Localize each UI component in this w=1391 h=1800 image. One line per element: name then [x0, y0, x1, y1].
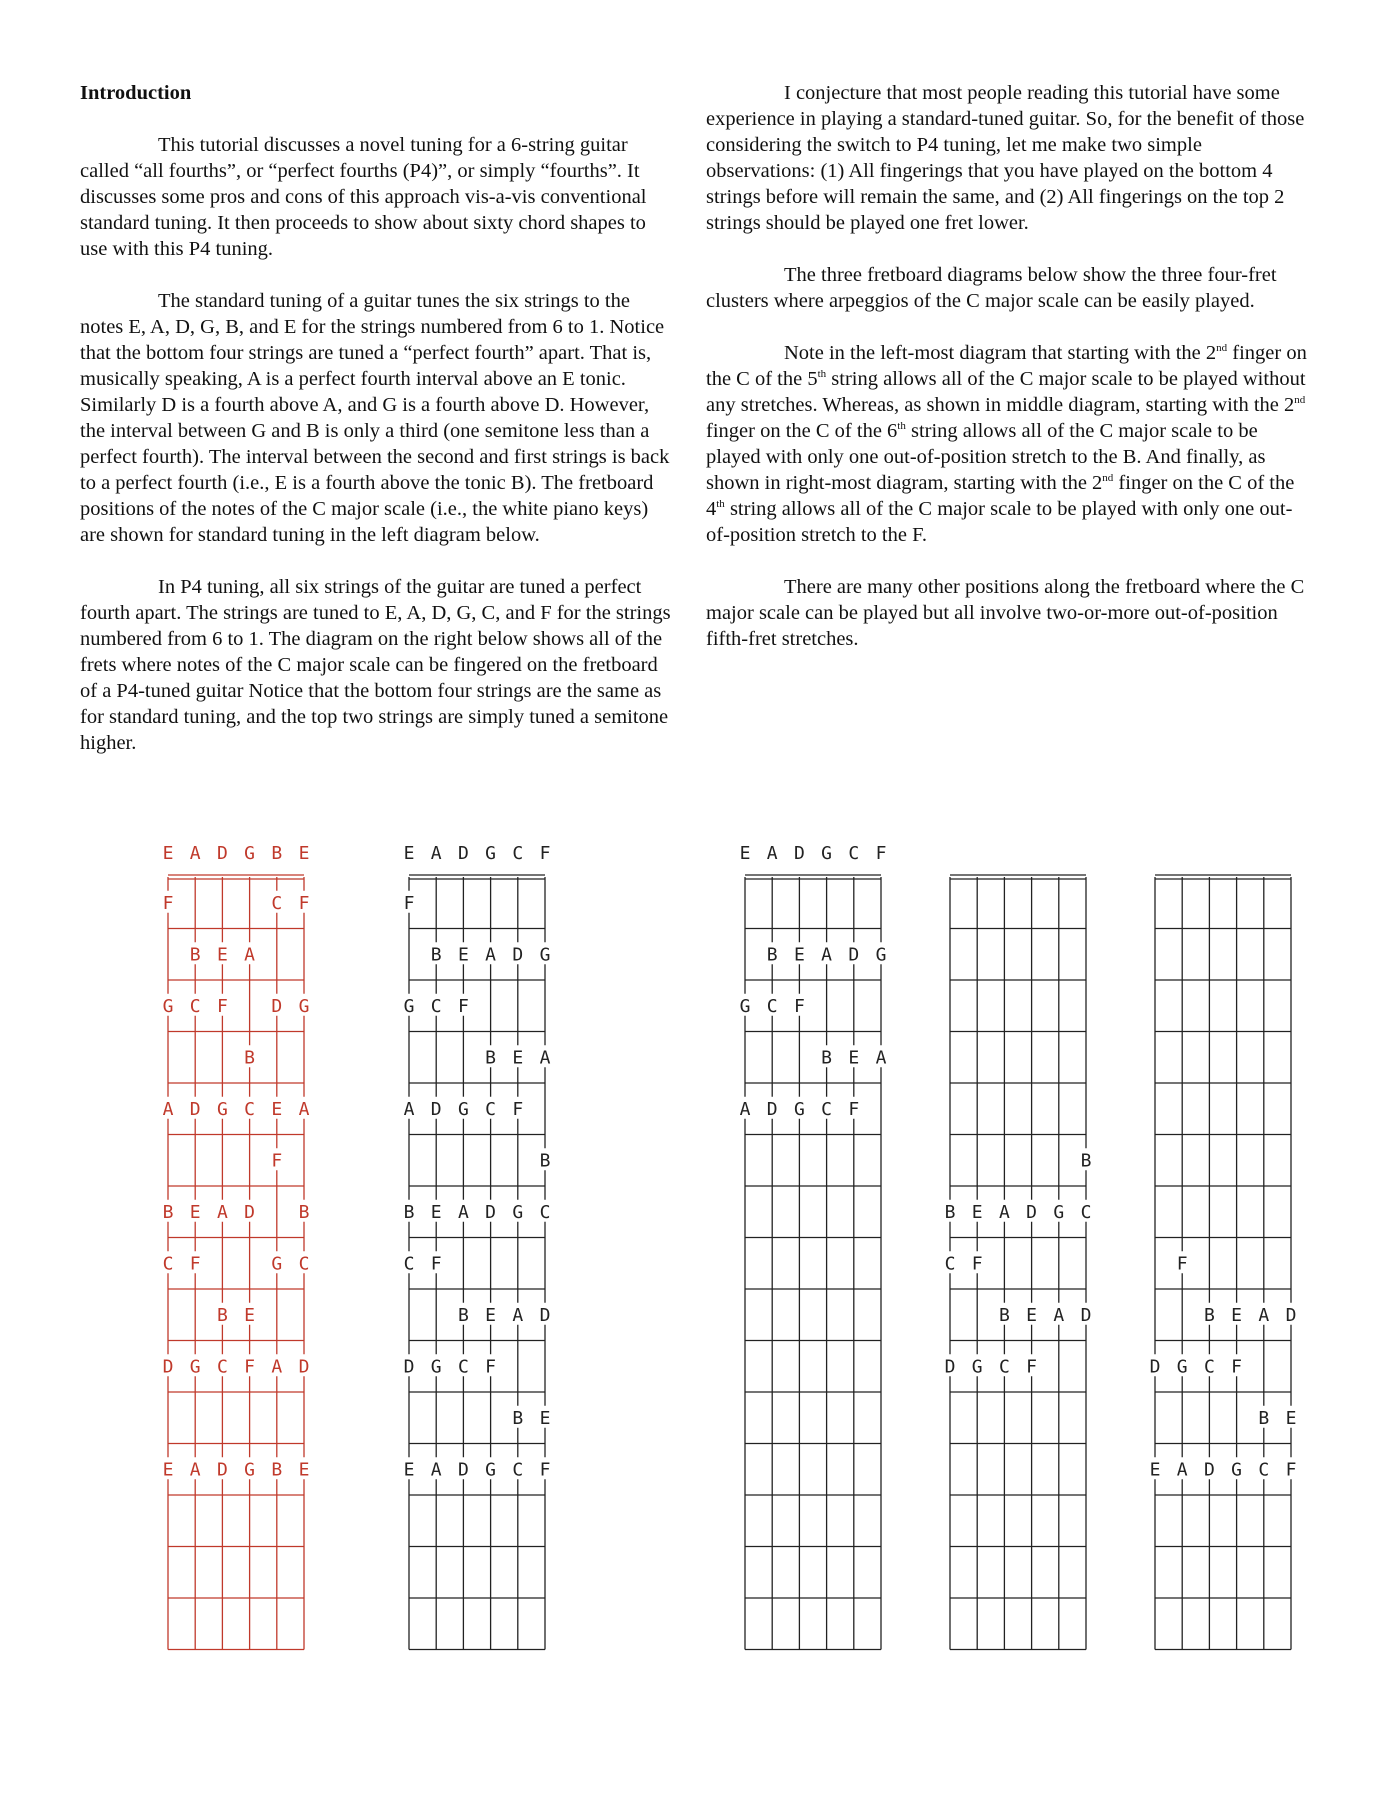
note-label: F [457, 995, 469, 1017]
note-label: B [430, 944, 442, 966]
note-label: A [457, 1201, 469, 1223]
note-label: E [539, 1407, 551, 1429]
note-label: D [944, 1356, 956, 1378]
note-label: A [162, 1098, 174, 1120]
note-label: A [1258, 1304, 1270, 1326]
note-label: D [1203, 1459, 1215, 1481]
note-label: C [216, 1356, 228, 1378]
string-label: D [793, 843, 805, 864]
note-label: F [1285, 1459, 1297, 1481]
note-label: C [189, 995, 201, 1017]
note-label: B [821, 1047, 833, 1069]
note-label: E [485, 1304, 497, 1326]
note-label: D [1026, 1201, 1038, 1223]
note-label: E [271, 1098, 283, 1120]
intro-heading: Introduction [80, 82, 192, 104]
note-label: D [1149, 1356, 1161, 1378]
note-label: F [430, 1253, 442, 1275]
note-label: G [216, 1098, 228, 1120]
note-label: F [403, 892, 415, 914]
note-label: G [512, 1201, 524, 1223]
note-label: F [848, 1098, 860, 1120]
note-label: A [539, 1047, 551, 1069]
fretboard-4 [945, 875, 1092, 1650]
note-label: B [298, 1201, 310, 1223]
note-label: A [216, 1201, 228, 1223]
note-label: C [162, 1253, 174, 1275]
note-label: F [162, 892, 174, 914]
note-label: G [189, 1356, 201, 1378]
note-label: B [1203, 1304, 1215, 1326]
note-label: C [457, 1356, 469, 1378]
note-label: G [244, 1459, 256, 1481]
note-label: B [944, 1201, 956, 1223]
note-label: A [244, 944, 256, 966]
note-label: F [271, 1150, 283, 1172]
note-label: E [162, 1459, 174, 1481]
note-label: F [298, 892, 310, 914]
right-paragraph-1: I conjecture that most people reading this tutorial have some experience in playing a standard-tuned guitar. So, for the benefit of those considering the switch to P4 tuning, let me make two simple observations: (1) All fingerings that you have played on the bottom 4 strings before will remain the same, and (2) All fingerings on the top 2 strings should be played one fret lower. [706, 82, 1305, 234]
note-label: C [998, 1356, 1010, 1378]
note-label: A [1176, 1459, 1188, 1481]
note-label: D [1285, 1304, 1297, 1326]
note-label: D [271, 995, 283, 1017]
note-label: G [875, 944, 887, 966]
note-label: D [539, 1304, 551, 1326]
string-label: C [512, 843, 524, 864]
note-label: F [1231, 1356, 1243, 1378]
note-label: E [848, 1047, 860, 1069]
note-label: E [971, 1201, 983, 1223]
note-label: C [403, 1253, 415, 1275]
note-label: B [403, 1201, 415, 1223]
note-label: D [1080, 1304, 1092, 1326]
string-label: D [457, 843, 469, 864]
note-label: C [430, 995, 442, 1017]
string-label: C [848, 843, 860, 864]
note-label: B [1080, 1150, 1092, 1172]
note-label: A [998, 1201, 1010, 1223]
note-label: B [189, 944, 201, 966]
note-label: D [216, 1459, 228, 1481]
note-label: C [485, 1098, 497, 1120]
note-label: G [1053, 1201, 1065, 1223]
note-label: B [539, 1150, 551, 1172]
string-label: E [403, 843, 415, 864]
note-label: D [298, 1356, 310, 1378]
note-label: G [739, 995, 751, 1017]
note-label: F [244, 1356, 256, 1378]
note-label: C [1258, 1459, 1270, 1481]
note-label: F [1026, 1356, 1038, 1378]
note-label: G [298, 995, 310, 1017]
note-label: C [1203, 1356, 1215, 1378]
note-label: B [457, 1304, 469, 1326]
note-label: B [244, 1047, 256, 1069]
note-label: G [793, 1098, 805, 1120]
note-label: A [821, 944, 833, 966]
note-label: E [1285, 1407, 1297, 1429]
note-label: F [1176, 1253, 1188, 1275]
note-label: A [1053, 1304, 1065, 1326]
note-label: C [766, 995, 778, 1017]
note-label: A [430, 1459, 442, 1481]
string-label: E [739, 843, 751, 864]
fretboard-2 [404, 843, 551, 1650]
note-label: C [298, 1253, 310, 1275]
note-label: D [403, 1356, 415, 1378]
note-label: F [485, 1356, 497, 1378]
right-paragraph-4: There are many other positions along the fretboard where the C major scale can be played but all involve two-or-more out-of-position fifth-fret stretches. [706, 576, 1305, 650]
intro-paragraph-2: The standard tuning of a guitar tunes the six strings to the notes E, A, D, G, B, and E for the strings numbered from 6 to 1. Notice that the bottom four strings are tuned a “perfect fourth” apart. That is, musically speaking, A is a perfect fourth interval above an E tonic. Similarly D is a fourth above A, and G is a fourth above D. However, the interval between G and B is only a third (one semitone less than a perfect fourth). The interval between the second and first strings is back to a perfect fourth (i.e., E is a fourth above the tonic B). The fretboard positions of the notes of the C major scale (i.e., the white piano keys) are shown for standard tuning in the left diagram below. [80, 290, 670, 546]
note-label: E [244, 1304, 256, 1326]
note-label: C [244, 1098, 256, 1120]
fretboard-3 [740, 843, 887, 1650]
intro-paragraph-1: This tutorial discusses a novel tuning for a 6-string guitar called “all fourths”, or “perfect fourths (P4)”, or simply “fourths”. It discusses some pros and cons of this approach vis-a-vis conventional standard tuning. It then proceeds to show about sixty chord shapes to use with this P4 tuning. [80, 134, 647, 260]
note-label: B [162, 1201, 174, 1223]
note-label: D [430, 1098, 442, 1120]
note-label: C [821, 1098, 833, 1120]
note-label: C [539, 1201, 551, 1223]
note-label: E [457, 944, 469, 966]
note-label: D [512, 944, 524, 966]
note-label: F [971, 1253, 983, 1275]
note-label: A [739, 1098, 751, 1120]
note-label: G [1231, 1459, 1243, 1481]
intro-paragraph-3: In P4 tuning, all six strings of the guitar are tuned a perfect fourth apart. The strings are tuned to E, A, D, G, C, and F for the strings numbered from 6 to 1. The diagram on the right below shows all of the frets where notes of the C major scale can be fingered on the fretboard of a P4-tuned guitar Notice that the bottom four strings are the same as for standard tuning, and the top two strings are simply tuned a semitone higher. [80, 576, 671, 754]
note-label: E [189, 1201, 201, 1223]
note-label: D [766, 1098, 778, 1120]
string-label: G [244, 843, 256, 864]
note-label: C [1080, 1201, 1092, 1223]
string-label: D [216, 843, 228, 864]
note-label: B [216, 1304, 228, 1326]
note-label: G [271, 1253, 283, 1275]
note-label: G [539, 944, 551, 966]
note-label: A [403, 1098, 415, 1120]
note-label: A [875, 1047, 887, 1069]
note-label: G [403, 995, 415, 1017]
note-label: C [271, 892, 283, 914]
note-label: E [403, 1459, 415, 1481]
string-label: F [539, 843, 551, 864]
note-label: E [298, 1459, 310, 1481]
note-label: F [539, 1459, 551, 1481]
note-label: E [1026, 1304, 1038, 1326]
string-label: A [189, 843, 201, 864]
note-label: D [485, 1201, 497, 1223]
string-label: E [298, 843, 310, 864]
string-label: G [485, 843, 497, 864]
note-label: G [457, 1098, 469, 1120]
string-label: B [271, 843, 283, 864]
note-label: D [162, 1356, 174, 1378]
note-label: F [793, 995, 805, 1017]
fretboard-1 [163, 843, 310, 1650]
note-label: D [189, 1098, 201, 1120]
note-label: A [271, 1356, 283, 1378]
note-label: B [1258, 1407, 1270, 1429]
note-label: G [1176, 1356, 1188, 1378]
string-label: G [821, 843, 833, 864]
note-label: E [1231, 1304, 1243, 1326]
note-label: B [271, 1459, 283, 1481]
note-label: A [512, 1304, 524, 1326]
note-label: A [189, 1459, 201, 1481]
note-label: B [766, 944, 778, 966]
note-label: B [512, 1407, 524, 1429]
note-label: F [189, 1253, 201, 1275]
note-label: C [512, 1459, 524, 1481]
note-label: D [244, 1201, 256, 1223]
note-label: F [216, 995, 228, 1017]
fretboard-5 [1150, 875, 1297, 1650]
note-label: G [162, 995, 174, 1017]
string-label: A [766, 843, 778, 864]
note-label: G [430, 1356, 442, 1378]
note-label: E [793, 944, 805, 966]
note-label: A [485, 944, 497, 966]
note-label: E [216, 944, 228, 966]
note-label: G [485, 1459, 497, 1481]
note-label: B [485, 1047, 497, 1069]
note-label: B [998, 1304, 1010, 1326]
note-label: A [298, 1098, 310, 1120]
right-paragraph-3: Note in the left-most diagram that starting with the 2nd finger on the C of the 5th string allows all of the C major scale to be played without any stretches. Whereas, as shown in middle diagram, starting with the 2nd finger on the C of the 6th string allows all of the C major scale to be played with only one out-of-position stretch to the B. And finally, as shown in right-most diagram, starting with the 2nd finger on the C of the 4th string allows all of the C major scale to be played with only one out-of-position stretch to the F. [706, 342, 1307, 546]
string-label: E [162, 843, 174, 864]
note-label: C [944, 1253, 956, 1275]
note-label: E [430, 1201, 442, 1223]
note-label: E [512, 1047, 524, 1069]
note-label: D [848, 944, 860, 966]
note-label: D [457, 1459, 469, 1481]
right-paragraph-2: The three fretboard diagrams below show the three four-fret clusters where arpeggios of the C major scale can be easily played. [706, 264, 1277, 312]
note-label: G [971, 1356, 983, 1378]
string-label: A [430, 843, 442, 864]
string-label: F [875, 843, 887, 864]
note-label: E [1149, 1459, 1161, 1481]
note-label: F [512, 1098, 524, 1120]
